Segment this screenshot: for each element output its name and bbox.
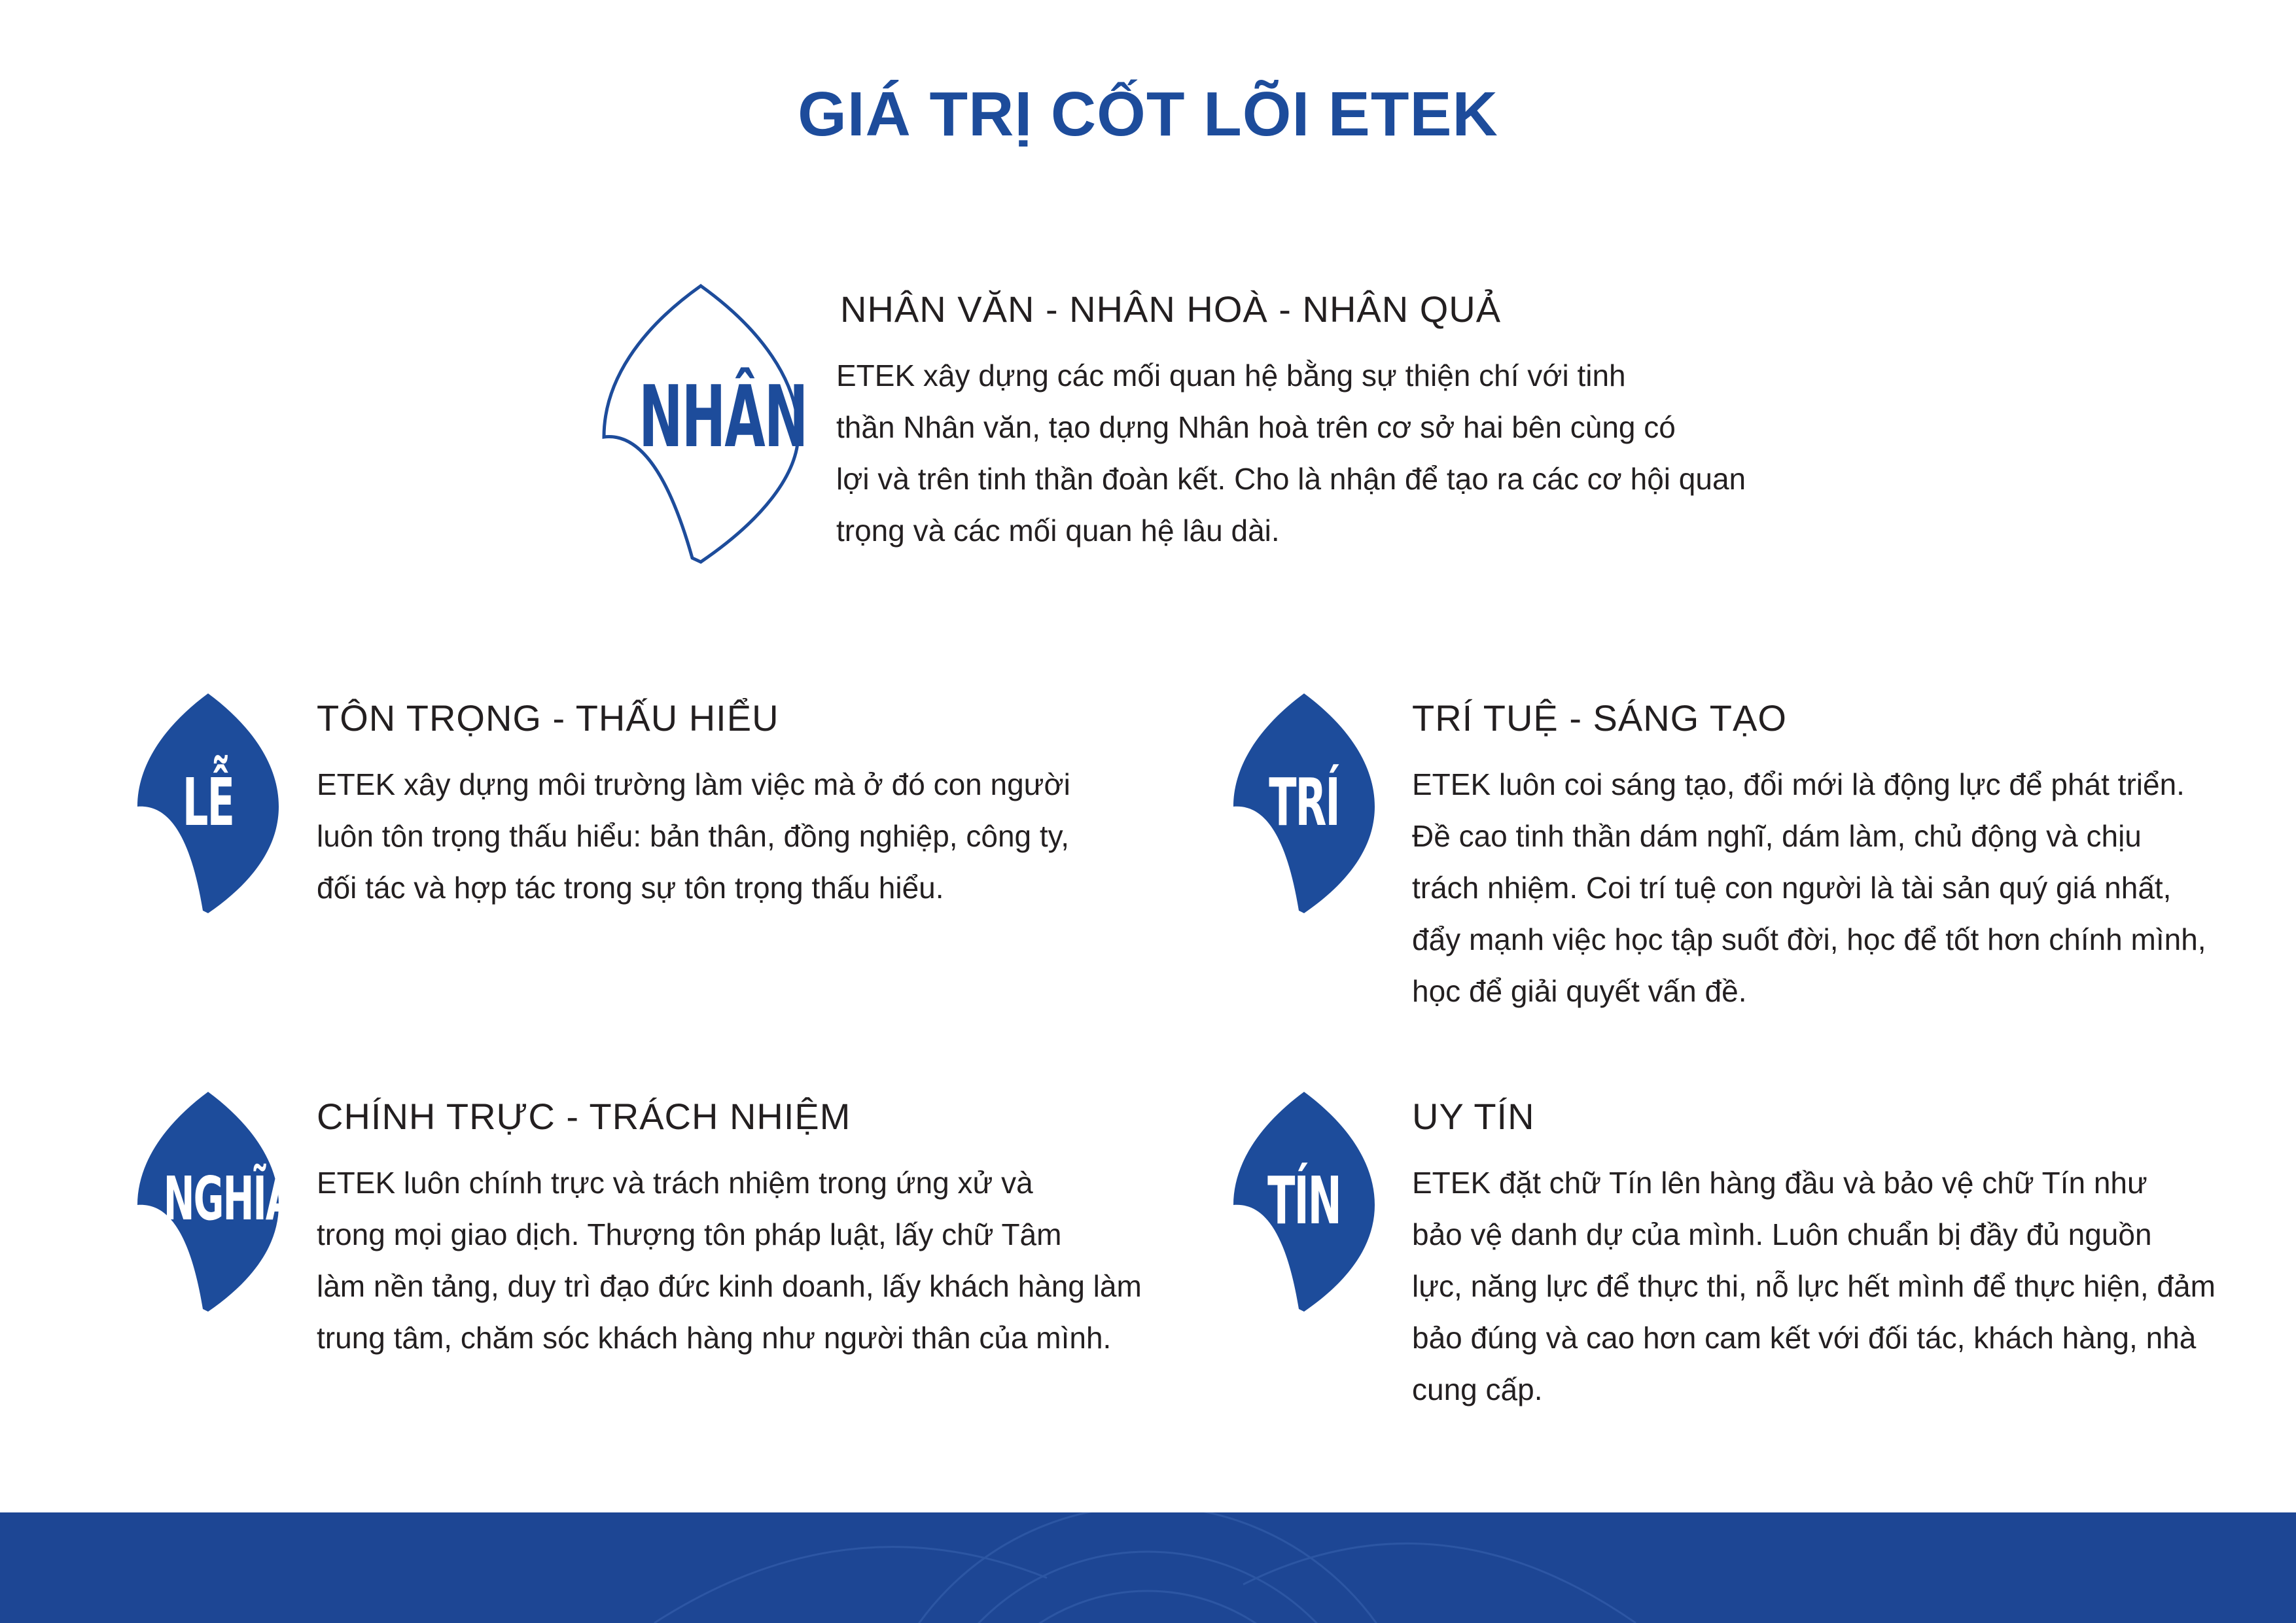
description-line: bảo vệ danh dự của mình. Luôn chuẩn bị đầy đủ nguồn <box>1412 1217 2152 1251</box>
value-description-nghia <box>317 1157 1142 1364</box>
value-heading-le: TÔN TRỌNG - THẤU HIỂU <box>317 697 779 739</box>
description-line: ETEK xây dựng các mối quan hệ bằng sự thiện chí với tinh <box>836 358 1626 393</box>
value-description-tin <box>1412 1157 2216 1416</box>
leaf-emblem-tin <box>1232 1091 1376 1313</box>
value-heading-tri: TRÍ TUỆ - SÁNG TẠO <box>1412 697 1787 739</box>
value-description-le <box>317 759 1070 914</box>
footer-band <box>0 1512 2296 1623</box>
value-heading-nghia: CHÍNH TRỰC - TRÁCH NHIỆM <box>317 1096 851 1137</box>
emblem-label-tin: TÍN <box>1267 1162 1341 1239</box>
value-heading-tin: UY TÍN <box>1412 1096 1535 1137</box>
footer-pattern-decoration <box>0 1512 2296 1623</box>
description-line: trách nhiệm. Coi trí tuệ con người là tài sản quý giá nhất, <box>1412 871 2172 905</box>
leaf-emblem-nghia <box>136 1091 294 1313</box>
description-line: luôn tôn trọng thấu hiểu: bản thân, đồng nghiệp, công ty, <box>317 819 1070 853</box>
emblem-label-tri: TRÍ <box>1269 764 1339 841</box>
leaf-emblem-le <box>136 692 280 915</box>
description-line: lực, năng lực để thực thi, nỗ lực hết mình để thực hiện, đảm <box>1412 1269 2216 1303</box>
description-line: trọng và các mối quan hệ lâu dài. <box>836 514 1280 548</box>
description-line: học để giải quyết vấn đề. <box>1412 974 1747 1008</box>
value-description-nhan <box>836 350 1746 557</box>
page-title: GIÁ TRỊ CỐT LÕI ETEK <box>798 79 1498 149</box>
description-line: trong mọi giao dịch. Thượng tôn pháp luật, lấy chữ Tâm <box>317 1217 1062 1251</box>
value-description-tri <box>1412 759 2206 1017</box>
value-heading-nhan: NHÂN VĂN - NHÂN HOÀ - NHÂN QUẢ <box>840 288 1502 330</box>
leaf-emblem-tri <box>1232 692 1376 915</box>
description-line: Đề cao tinh thần dám nghĩ, dám làm, chủ động và chịu <box>1412 819 2142 853</box>
description-line: đối tác và hợp tác trong sự tôn trọng thấu hiểu. <box>317 871 944 905</box>
description-line: cung cấp. <box>1412 1372 1543 1406</box>
emblem-label-nhan: NHÂN <box>639 367 807 466</box>
description-line: ETEK đặt chữ Tín lên hàng đầu và bảo vệ chữ Tín như <box>1412 1166 2147 1200</box>
description-line: ETEK xây dựng môi trường làm việc mà ở đó con người <box>317 767 1070 801</box>
description-line: trung tâm, chăm sóc khách hàng như người thân của mình. <box>317 1321 1112 1355</box>
description-line: làm nền tảng, duy trì đạo đức kinh doanh, lấy khách hàng làm <box>317 1269 1142 1303</box>
description-line: lợi và trên tinh thần đoàn kết. Cho là nhận để tạo ra các cơ hội quan <box>836 462 1746 496</box>
leaf-emblem-nhan <box>601 283 807 565</box>
description-line: ETEK luôn chính trực và trách nhiệm trong ứng xử và <box>317 1166 1033 1200</box>
description-line: bảo đúng và cao hơn cam kết với đối tác, khách hàng, nhà <box>1412 1321 2197 1355</box>
description-line: thần Nhân văn, tạo dựng Nhân hoà trên cơ sở hai bên cùng có <box>836 410 1676 444</box>
emblem-label-nghia: NGHĨA <box>163 1164 294 1234</box>
description-line: đẩy mạnh việc học tập suốt đời, học để tốt hơn chính mình, <box>1412 922 2206 956</box>
description-line: ETEK luôn coi sáng tạo, đổi mới là động lực để phát triển. <box>1412 767 2185 801</box>
emblem-label-le: LỄ <box>182 764 234 841</box>
